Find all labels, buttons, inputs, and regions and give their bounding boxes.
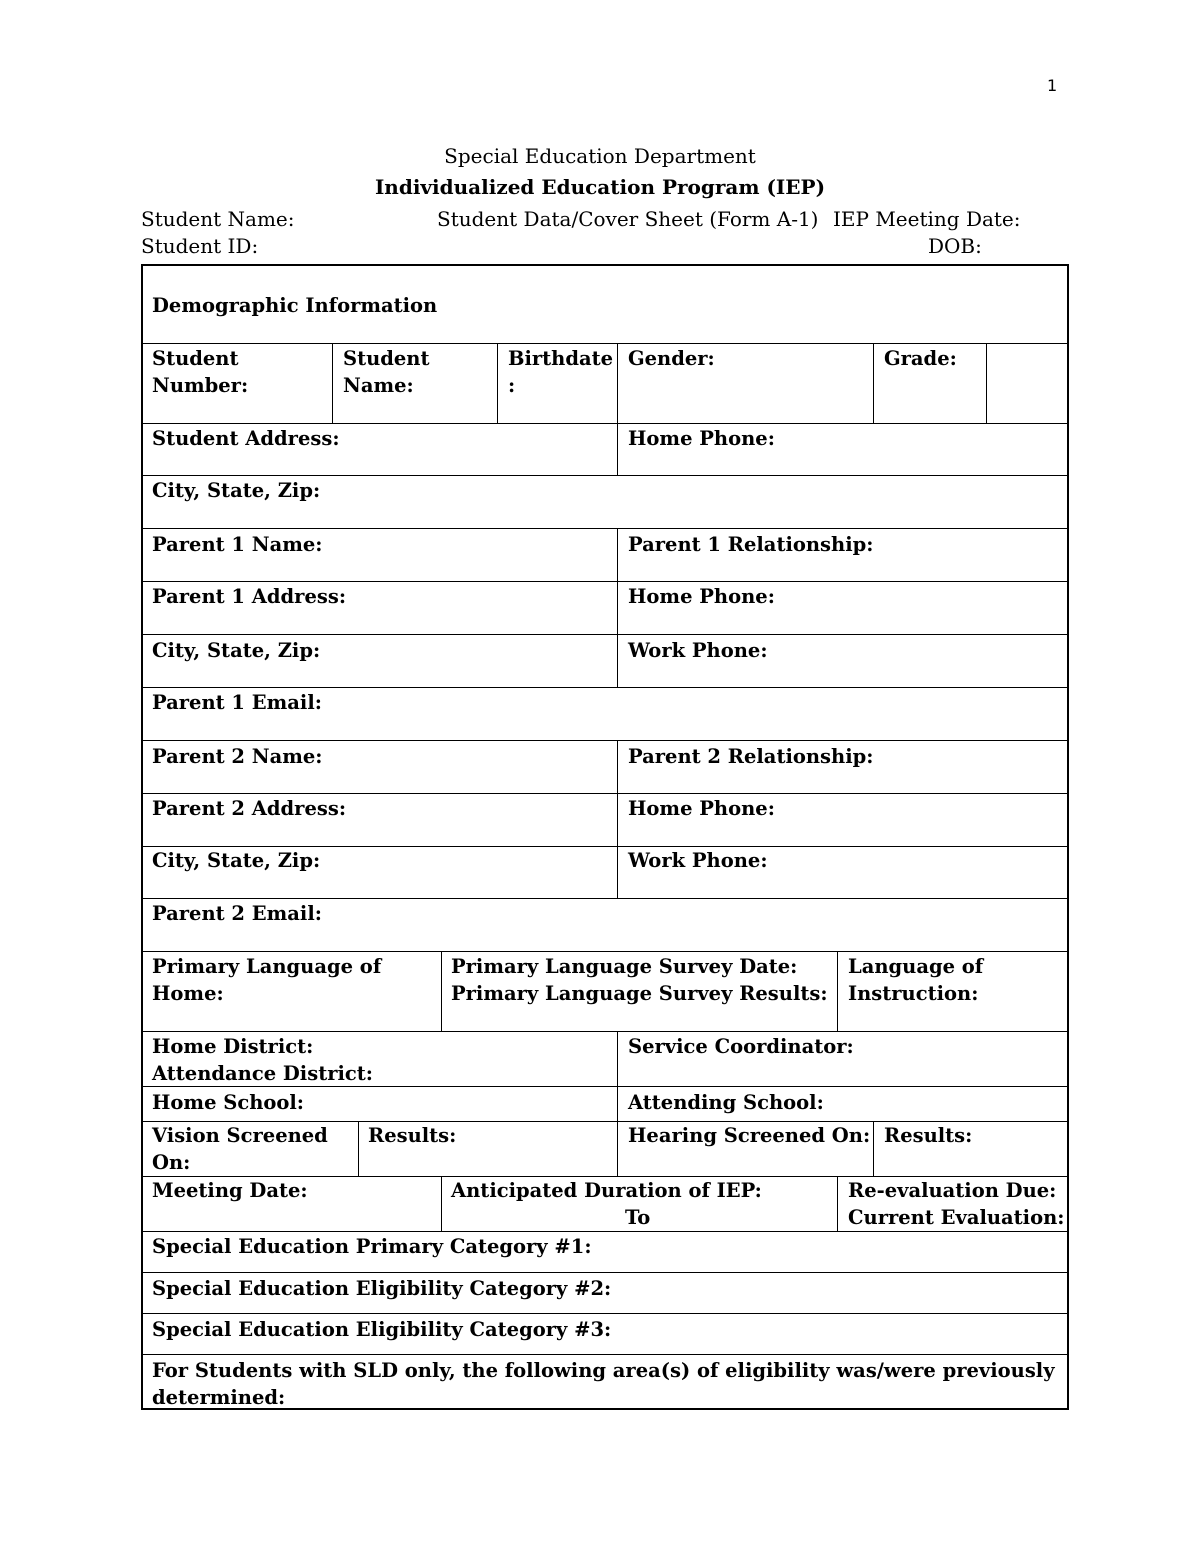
parent2-relationship-label: Parent 2 Relationship:	[628, 745, 874, 768]
form-bottom-border	[141, 1408, 1069, 1410]
row-divider	[143, 581, 1067, 582]
city-state-zip-label: City, State, Zip:	[152, 479, 321, 502]
sld-eligibility-label: For Students with SLD only, the following area(s) of eligibility was/were previously determined:	[152, 1359, 1055, 1409]
district-label: Home District: Attendance District:	[152, 1035, 373, 1085]
column-divider	[441, 1176, 442, 1231]
row-divider	[143, 1031, 1067, 1032]
row-divider	[143, 1313, 1067, 1314]
column-divider	[617, 343, 618, 423]
column-divider	[497, 343, 498, 423]
row-divider	[143, 898, 1067, 899]
parent2-city-label: City, State, Zip:	[152, 849, 321, 872]
parent2-address-label: Parent 2 Address:	[152, 797, 347, 820]
row-divider	[143, 793, 1067, 794]
duration-to-label: To	[625, 1206, 651, 1229]
column-divider	[873, 343, 874, 423]
column-divider	[441, 951, 442, 1031]
row-divider	[143, 343, 1067, 344]
column-divider	[358, 1121, 359, 1176]
section-title: Demographic Information	[152, 294, 438, 317]
student-name-field-label: Student Name:	[343, 347, 430, 397]
parent1-relationship-label: Parent 1 Relationship:	[628, 533, 874, 556]
column-divider	[873, 1121, 874, 1176]
grade-label: Grade:	[884, 347, 957, 370]
category1-label: Special Education Primary Category #1:	[152, 1235, 592, 1258]
meeting-date-label: IEP Meeting Date:	[833, 207, 1021, 231]
parent1-address-label: Parent 1 Address:	[152, 585, 347, 608]
row-divider	[143, 634, 1067, 635]
row-divider	[143, 1354, 1067, 1355]
form-name: Student Data/Cover Sheet (Form A-1)	[437, 207, 819, 231]
parent1-home-phone-label: Home Phone:	[628, 585, 775, 608]
row-divider	[143, 951, 1067, 952]
student-address-label: Student Address:	[152, 427, 340, 450]
vision-screened-label: Vision Screened On:	[152, 1124, 328, 1174]
gender-label: Gender:	[628, 347, 715, 370]
duration-label: Anticipated Duration of IEP:	[451, 1179, 762, 1202]
row-divider	[143, 740, 1067, 741]
row-divider	[143, 1272, 1067, 1273]
department-title: Special Education Department	[444, 144, 756, 168]
home-school-label: Home School:	[152, 1091, 305, 1114]
column-divider	[617, 528, 618, 687]
row-divider	[143, 528, 1067, 529]
hearing-results-label: Results:	[884, 1124, 973, 1147]
row-divider	[143, 475, 1067, 476]
birthdate-label: Birthdate :	[508, 347, 614, 397]
hearing-screened-label: Hearing Screened On:	[628, 1124, 871, 1147]
evaluation-label: Re-evaluation Due: Current Evaluation:	[848, 1179, 1065, 1229]
column-divider	[837, 1176, 838, 1231]
parent1-name-label: Parent 1 Name:	[152, 533, 323, 556]
column-divider	[617, 423, 618, 475]
parent1-city-label: City, State, Zip:	[152, 639, 321, 662]
row-divider	[143, 1231, 1067, 1232]
language-survey-label: Primary Language Survey Date: Primary Language Survey Results:	[451, 955, 828, 1005]
instruction-language-label: Language of Instruction:	[848, 955, 984, 1005]
row-divider	[143, 687, 1067, 688]
column-divider	[837, 951, 838, 1031]
parent2-work-phone-label: Work Phone:	[628, 849, 768, 872]
dob-label: DOB:	[928, 234, 982, 258]
meeting-date-field-label: Meeting Date:	[152, 1179, 308, 1202]
attending-school-label: Attending School:	[628, 1091, 824, 1114]
column-divider	[986, 343, 987, 423]
home-phone-label: Home Phone:	[628, 427, 775, 450]
primary-language-label: Primary Language of Home:	[152, 955, 382, 1005]
parent2-email-label: Parent 2 Email:	[152, 902, 322, 925]
student-name-label: Student Name:	[141, 207, 295, 231]
row-divider	[143, 423, 1067, 424]
parent1-work-phone-label: Work Phone:	[628, 639, 768, 662]
parent1-email-label: Parent 1 Email:	[152, 691, 322, 714]
parent2-name-label: Parent 2 Name:	[152, 745, 323, 768]
parent2-home-phone-label: Home Phone:	[628, 797, 775, 820]
page-number: 1	[1047, 76, 1058, 95]
student-id-label: Student ID:	[141, 234, 259, 258]
vision-results-label: Results:	[368, 1124, 457, 1147]
category2-label: Special Education Eligibility Category #2:	[152, 1277, 612, 1300]
column-divider	[332, 343, 333, 423]
category3-label: Special Education Eligibility Category #3:	[152, 1318, 612, 1341]
column-divider	[617, 740, 618, 898]
demographic-form	[141, 264, 1069, 1409]
column-divider	[617, 1031, 618, 1176]
service-coordinator-label: Service Coordinator:	[628, 1035, 854, 1058]
student-number-label: Student Number:	[152, 347, 249, 397]
program-title: Individualized Education Program (IEP)	[374, 175, 826, 199]
